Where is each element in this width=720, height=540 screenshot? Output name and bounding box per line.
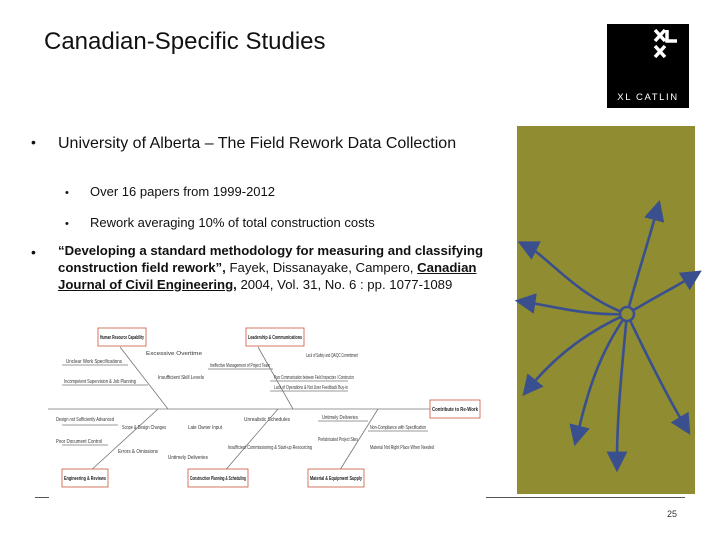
page-number: 25 — [667, 509, 678, 519]
footer-divider-right — [486, 497, 685, 498]
cause-label: Ineffective Management of Project Team — [210, 363, 270, 369]
sub-bullet-1-symbol: • — [65, 187, 69, 199]
journal-name: Canadian Journal of Civil Engineering, — [58, 260, 477, 292]
cause-label: Non-Compliance with Specification — [370, 425, 427, 431]
sub-bullet-1-text: Over 16 papers from 1999-2012 — [90, 184, 275, 199]
cause-label: Scope & Design Changes — [122, 425, 167, 431]
slide-title: Canadian-Specific Studies — [44, 28, 326, 55]
sub-bullet-2-symbol: • — [65, 218, 69, 230]
cause-label: Errors & Omissions — [118, 449, 159, 455]
cause-label: Prefabricated Project Sites — [318, 437, 359, 443]
rework-fishbone-diagram — [48, 325, 486, 490]
paper-title: “Developing a standard methodology for measuring and classifying construction field rework”, — [58, 243, 484, 275]
diagram-box-material: Material & Equipment Supply — [310, 476, 363, 482]
cause-label: Unrealistic Schedules — [244, 417, 291, 423]
diagram-box-construction: Construction Planning & Scheduling — [190, 476, 247, 482]
cause-label: Untimely Deliveries — [322, 415, 359, 421]
cause-label: Insufficient Skill Levels — [158, 375, 205, 381]
company-logo — [607, 24, 689, 108]
cause-label: Untimely Deliveries — [168, 455, 209, 461]
diagram-box-rework: Contribute to Re-Work — [432, 407, 479, 413]
footer-divider-left — [35, 497, 49, 498]
diagram-box-leadership: Leadership & Communications — [248, 335, 302, 341]
bullet-2-text — [58, 242, 508, 293]
cause-label: Insufficient Commissioning & Start-up Resourcing — [228, 445, 313, 451]
bullet-1-text: University of Alberta – The Field Rework Data Collection — [58, 135, 457, 152]
diagram-box-hr: Human Resource Capability — [100, 335, 145, 341]
sub-bullet-2-text: Rework averaging 10% of total construction costs — [90, 215, 375, 230]
cause-label: Material Not Right Place When Needed — [370, 445, 435, 451]
diagram-box-engineering: Engineering & Reviews — [64, 476, 106, 482]
cause-label: Late Owner Input — [188, 425, 223, 431]
cause-label: Excessive Overtime — [146, 351, 203, 357]
cause-label: Lack of Operations & Not User Feedback Buy-in — [274, 385, 349, 391]
cause-label: Poor Document Control — [56, 439, 102, 445]
cause-label: Unclear Work Specifications — [66, 359, 123, 365]
paper-authors: Fayek, Dissanayake, Campero, — [225, 260, 418, 275]
cause-label: Incompetent Supervision & Job Planning — [64, 379, 137, 385]
cause-label: Design not Sufficiently Advanced — [56, 417, 115, 423]
logo-text: XL CATLIN — [617, 92, 679, 103]
cause-label: Poor Communication between Field Inspectors / Constructor — [274, 375, 355, 381]
decorative-arrow-graphic — [517, 126, 695, 494]
xl-logo-icon — [607, 24, 689, 84]
paper-citation: 2004, Vol. 31, No. 6 : pp. 1077-1089 — [236, 277, 453, 292]
bullet-1-symbol: • — [31, 134, 36, 150]
bullet-2-symbol: • — [31, 244, 36, 260]
cause-label: Lack of Safety and QA/QC Commitment — [306, 353, 359, 359]
